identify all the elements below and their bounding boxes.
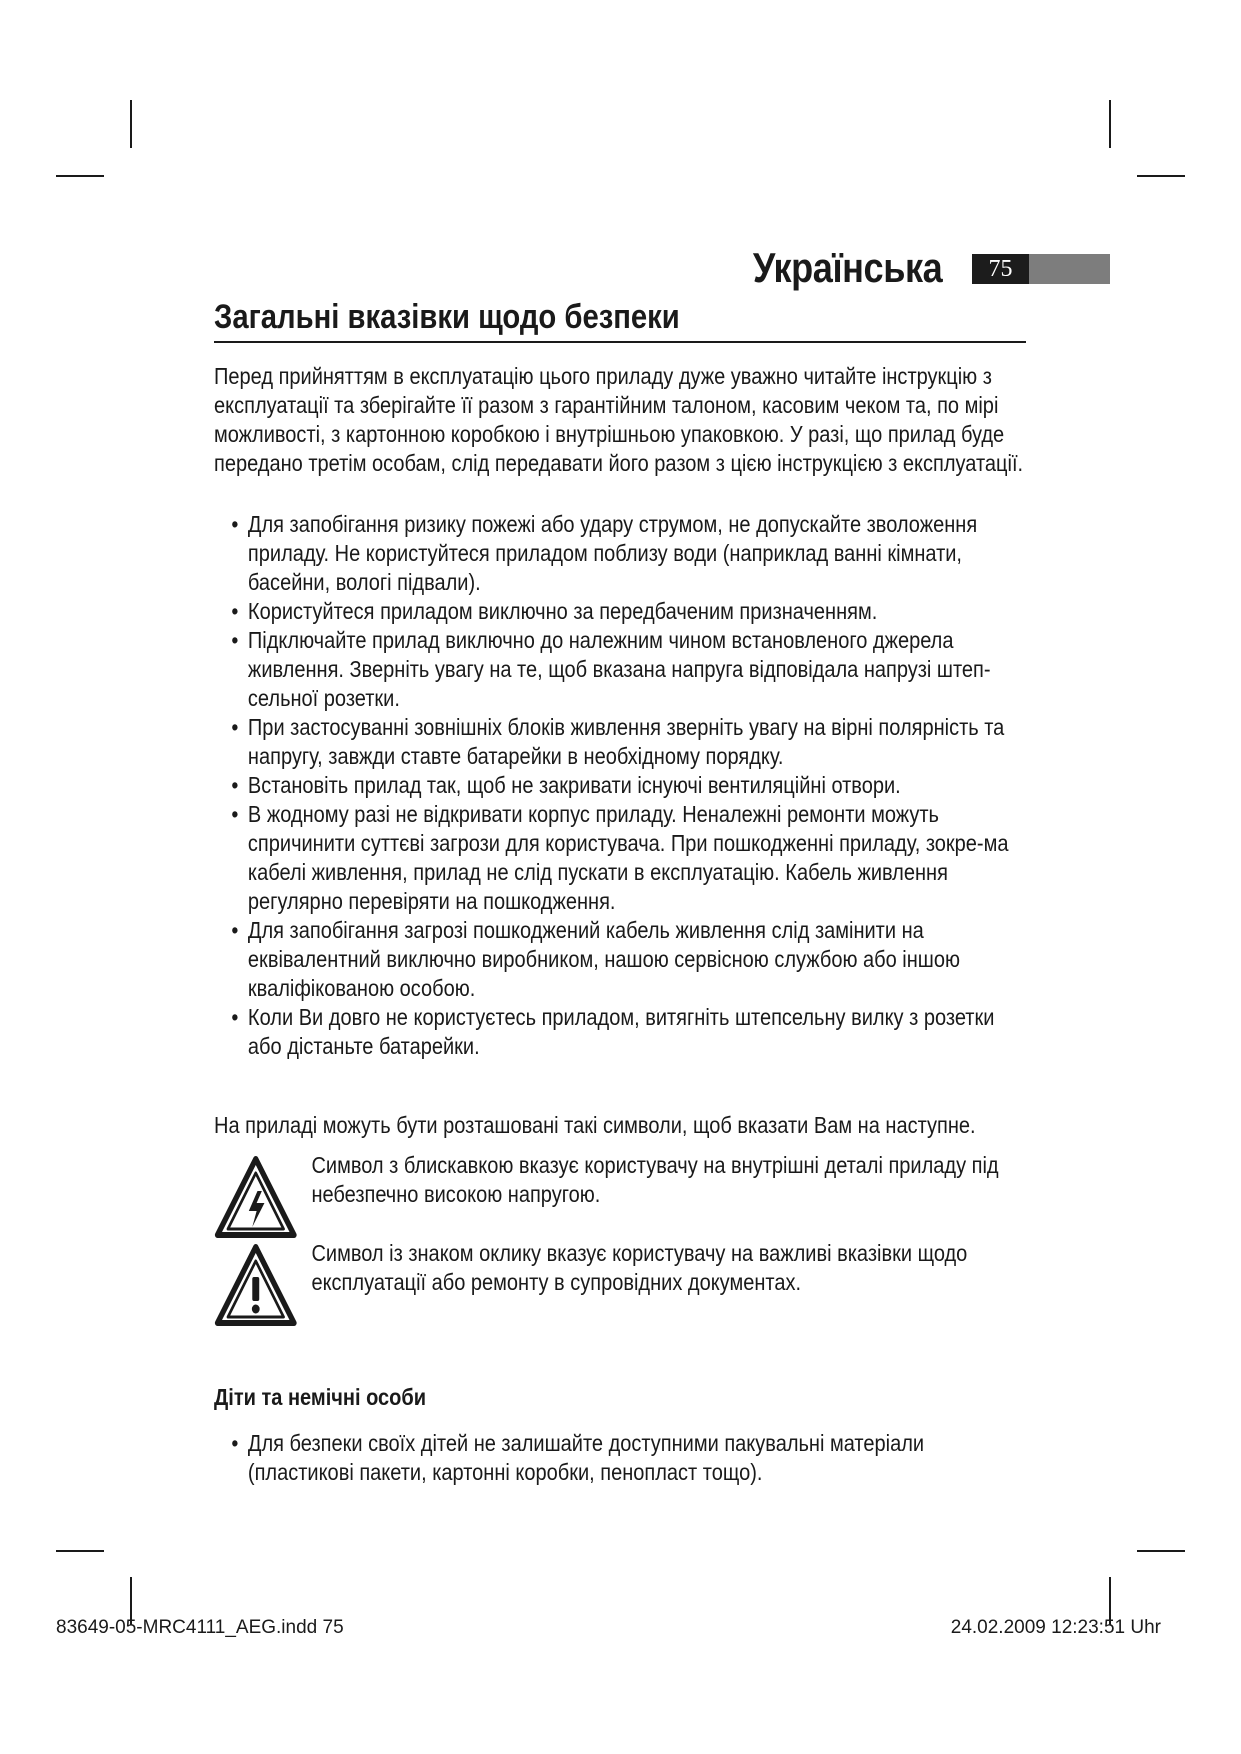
list-item: • Для запобігання ризику пожежі або удару струмом, не допускайте зволоження приладу. Не користуйтеся приладом поблизу води (наприклад ванні кімнати, басейни, вологі підвали).	[214, 510, 1023, 597]
footer-file-info: 83649-05-MRC4111_AEG.indd 75	[56, 1617, 344, 1638]
page-number-badge: 75	[972, 254, 1029, 284]
lightning-symbol-text: Символ з блискавкою вказує користувачу на внутрішні деталі приладу під небезпечно високою напругою.	[311, 1152, 999, 1207]
list-item: • В жодному разі не відкривати корпус приладу. Неналежні ремонти можуть спричинити суттєві загрози для користувача. При пошкодженні приладу, зокре-ма кабелі живлення, прилад не слід пускати в експлуатацію. Кабель живлення регулярно перевіряти на пошкодження.	[214, 800, 1023, 916]
intro-paragraph: Перед прийняттям в експлуатацію цього приладу дуже уважно читайте інструкцію з експлуатації та зберігайте її разом з гарантійним талоном, касовим чеком та, по мірі можливості, з картонною коробкою і внутрішньою упаковкою. У разі, що прилад буде передано третім особам, слід передавати його разом з цією інструкцією з експлуатації.	[214, 363, 1024, 476]
list-item: • Користуйтеся приладом виключно за передбаченим призначенням.	[214, 597, 1023, 626]
lightning-warning-icon	[214, 1155, 298, 1239]
list-item: • Коли Ви довго не користуєтесь приладом, витягніть штепсельну вилку з розетки або дістаньте батарейки.	[214, 1003, 1023, 1061]
exclamation-warning-icon	[214, 1243, 298, 1327]
crop-mark-top-right-vertical	[1109, 100, 1111, 148]
list-item: • Для запобігання загрозі пошкоджений кабель живлення слід замінити на еквівалентний виключно виробником, нашою сервісною службою або іншою кваліфікованою особою.	[214, 916, 1023, 1003]
language-title: Українська	[752, 244, 942, 291]
children-subheading: Діти та немічні особи	[214, 1384, 427, 1410]
children-bullet-list	[214, 1429, 1023, 1487]
list-item: • Встановіть прилад так, щоб не закривати існуючі вентиляційні отвори.	[214, 771, 1023, 800]
section-title: Загальні вказівки щодо безпеки	[214, 298, 680, 336]
page-number-bar	[1029, 254, 1110, 284]
crop-mark-bottom-left-horizontal	[56, 1550, 104, 1552]
page-content	[214, 362, 1024, 1487]
footer-timestamp: 24.02.2009 12:23:51 Uhr	[950, 1617, 1161, 1638]
crop-mark-top-left-vertical	[130, 100, 132, 148]
crop-mark-top-left-horizontal	[56, 175, 104, 177]
crop-mark-bottom-right-horizontal	[1137, 1550, 1185, 1552]
exclamation-symbol-text: Символ із знаком оклику вказує користувачу на важливі вказівки щодо експлуатації або ремонту в супровідних документах.	[311, 1240, 968, 1295]
symbol-row-lightning	[214, 1151, 1023, 1239]
symbol-row-exclamation	[214, 1239, 1023, 1327]
list-item: • Підключайте прилад виключно до належним чином встановленого джерела живлення. Зверніть увагу на те, щоб вказана напруга відповідала напрузі штеп-сельної розетки.	[214, 626, 1023, 713]
list-item: • Для безпеки своїх дітей не залишайте доступними пакувальні матеріали (пластикові пакети, картонні коробки, пенопласт тощо).	[214, 1429, 1023, 1487]
symbols-intro: На приладі можуть бути розташовані такі символи, щоб вказати Вам на наступне.	[214, 1112, 976, 1138]
safety-bullet-list	[214, 510, 1023, 1111]
language-header	[560, 244, 1110, 296]
crop-mark-top-right-horizontal	[1137, 175, 1185, 177]
section-title-rule	[214, 341, 1026, 343]
list-item: • При застосуванні зовнішніх блоків живлення зверніть увагу на вірні полярність та напругу, завжди ставте батарейки в необхідному порядку.	[214, 713, 1023, 771]
